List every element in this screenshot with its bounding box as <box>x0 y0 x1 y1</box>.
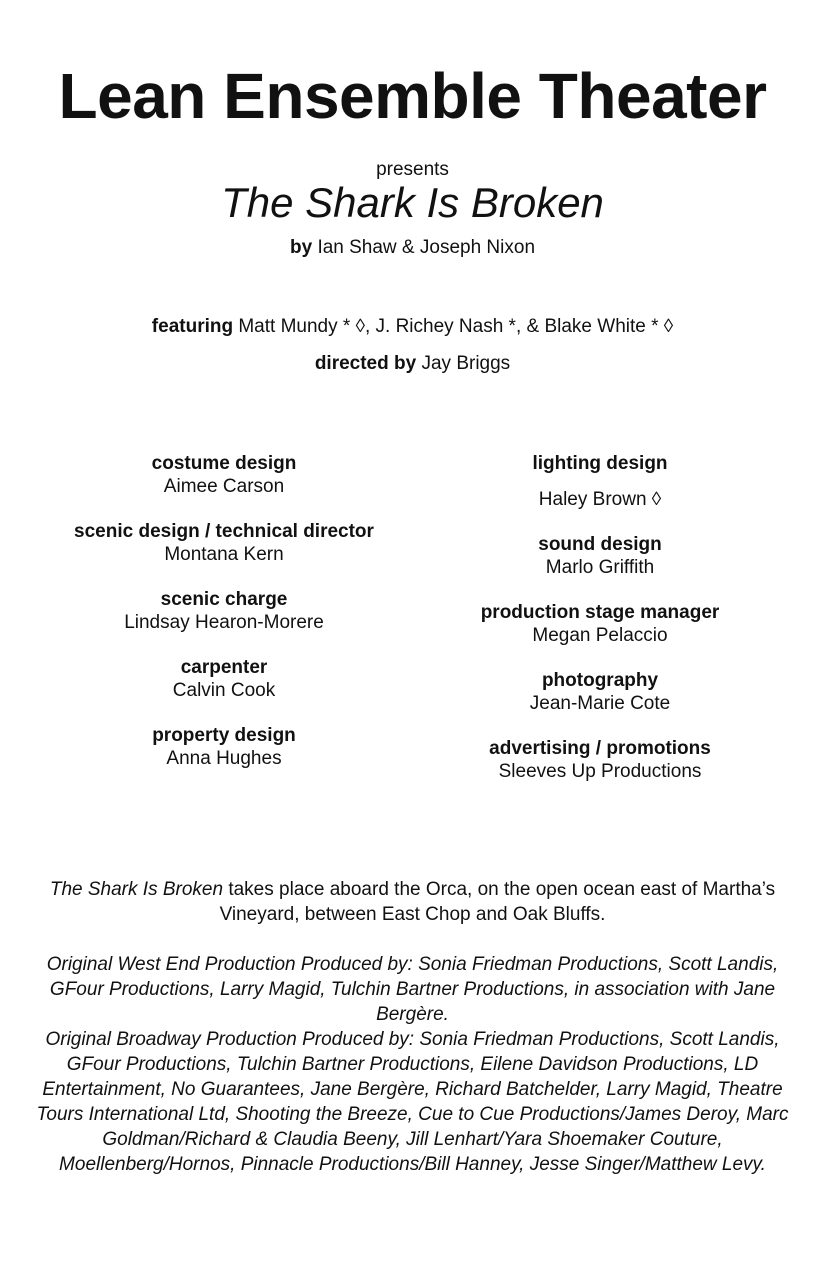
credit-name: Sleeves Up Productions <box>498 761 702 782</box>
credit-role: scenic charge <box>160 589 288 610</box>
credit-name: Montana Kern <box>164 544 284 565</box>
credit-name: Marlo Griffith <box>545 557 655 578</box>
credit-sound-design <box>420 533 780 579</box>
director-name: Jay Briggs <box>421 353 511 374</box>
credit-role: lighting design <box>532 453 668 474</box>
presents-label: presents <box>376 159 449 180</box>
credit-name: Aimee Carson <box>163 476 285 497</box>
credit-role: property design <box>152 725 296 746</box>
featuring-names: Matt Mundy * ◊, J. Richey Nash *, & Blake White * ◊ <box>238 316 674 337</box>
credit-carpenter <box>44 656 404 702</box>
credit-role: scenic design / technical director <box>74 521 374 542</box>
setting-play-title: The Shark Is Broken <box>49 879 224 900</box>
credit-name: Haley Brown ◊ <box>538 489 662 510</box>
credit-role: production stage manager <box>480 602 720 623</box>
credit-advertising-promotions <box>420 737 780 783</box>
playwright-line <box>0 236 825 260</box>
credit-property-design <box>44 724 404 770</box>
setting-note <box>36 877 789 927</box>
play-title: The Shark Is Broken <box>221 179 604 226</box>
credit-costume-design <box>44 452 404 498</box>
credit-name: Calvin Cook <box>172 680 276 701</box>
credit-name: Jean-Marie Cote <box>529 693 671 714</box>
credit-name: Lindsay Hearon-Morere <box>124 612 324 633</box>
setting-text: takes place aboard the Orca, on the open ocean east of Martha’s Vineyard, between East Chop and Oak Bluffs. <box>219 879 776 925</box>
credit-role: photography <box>541 670 659 691</box>
featuring-line <box>0 315 825 339</box>
featuring-label: featuring <box>151 316 234 337</box>
credit-production-stage-manager <box>420 601 780 647</box>
credit-role: sound design <box>538 534 662 555</box>
credits-left-column <box>44 452 404 792</box>
playwright-names: Ian Shaw & Joseph Nixon <box>317 237 536 258</box>
west-end-production-note: Original West End Production Produced by: Sonia Friedman Productions, Scott Landis, GFour Productions, Larry Magid, Tulchin Bartner Productions, in association with Jane Bergère. <box>46 954 779 1025</box>
credit-lighting-design <box>420 452 780 511</box>
credit-role: carpenter <box>180 657 268 678</box>
credit-name: Anna Hughes <box>166 748 282 769</box>
credit-scenic-charge <box>44 588 404 634</box>
director-line <box>0 352 825 376</box>
credit-photography <box>420 669 780 715</box>
credit-role: costume design <box>151 453 297 474</box>
broadway-production-note: Original Broadway Production Produced by: Sonia Friedman Productions, Scott Landis, GFour Productions, Tulchin Bartner Productions, Eilene Davidson Productions, LD Entertainment, No Guarantees, Jane Bergère, Richard Batchelder, Larry Magid, Theatre Tours International Ltd, Shooting the Breeze, Cue to Cue Productions/James Deroy, Marc Goldman/Richard & Claudia Beeny, Jill Lenhart/Yara Shoemaker Couture, Moellenberg/Hornos, Pinnacle Productions/Bill Hanney, Jesse Singer/Matthew Levy. <box>36 1029 789 1175</box>
directed-by-label: directed by <box>314 353 417 374</box>
company-name: Lean Ensemble Theater <box>58 60 767 132</box>
credit-scenic-design <box>44 520 404 566</box>
by-label: by <box>289 237 313 258</box>
credit-name: Megan Pelaccio <box>532 625 668 646</box>
credit-role: advertising / promotions <box>489 738 711 759</box>
credits-right-column <box>420 452 780 805</box>
